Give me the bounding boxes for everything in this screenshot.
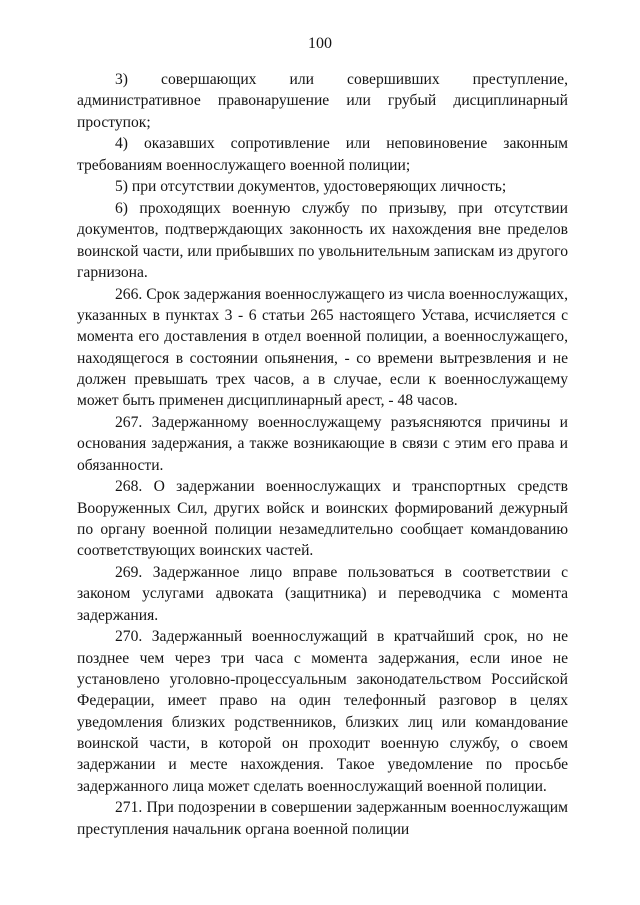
paragraph-article-270: 270. Задержанный военнослужащий в кратчайший срок, но не позднее чем через три часа с момента задержания, если иное не установлено уголовно-процессуальным законодательством Российской Федерации, имеет право на один телефонный разговор в целях уведомления близких родственников, близких лиц или командование воинской части, в которой он проходит военную службу, о своем задержании и месте нахождения. Такое уведомление по просьбе задержанного лица может сделать военнослужащий военной полиции. [77,628,568,795]
paragraph-item-6: 6) проходящих военную службу по призыву, при отсутствии документов, подтверждающих законность их нахождения вне пределов воинской части, или прибывших по увольнительным запискам из другого гарнизона. [77,199,568,281]
paragraph-article-271: 271. При подозрении в совершении задержанным военнослужащим преступления начальник органа военной полиции [77,799,568,838]
page-number: 100 [308,35,332,52]
paragraph-article-267: 267. Задержанному военнослужащему разъясняются причины и основания задержания, а также возникающие в связи с этим его права и обязанности. [77,413,568,474]
paragraph-article-266: 266. Срок задержания военнослужащего из числа военнослужащих, указанных в пунктах 3 - 6 статьи 265 настоящего Устава, исчисляется с момента его доставления в отдел военной полиции, а военнослужащего, находящегося в состоянии опьянения, - со времени вытрезвления и не должен превышать трех часов, а в случае, если к военнослужащему может быть применен дисциплинарный арест, - 48 часов. [77,285,568,410]
paragraph-item-4: 4) оказавших сопротивление или неповиновение законным требованиям военнослужащего военной полиции; [77,135,568,174]
document-body [77,69,568,840]
paragraph-article-268: 268. О задержании военнослужащих и транспортных средств Вооруженных Сил, других войск и воинских формирований дежурный по органу военной полиции незамедлительно сообщает командованию соответствующих воинских частей. [77,478,568,560]
paragraph-article-269: 269. Задержанное лицо вправе пользоваться в соответствии с законом услугами адвоката (защитника) и переводчика с момента задержания. [77,563,568,624]
paragraph-item-5: 5) при отсутствии документов, удостоверяющих личность; [115,178,507,196]
paragraph-item-3: 3) совершающих или совершивших преступление, административное правонарушение или грубый дисциплинарный проступок; [77,71,568,131]
